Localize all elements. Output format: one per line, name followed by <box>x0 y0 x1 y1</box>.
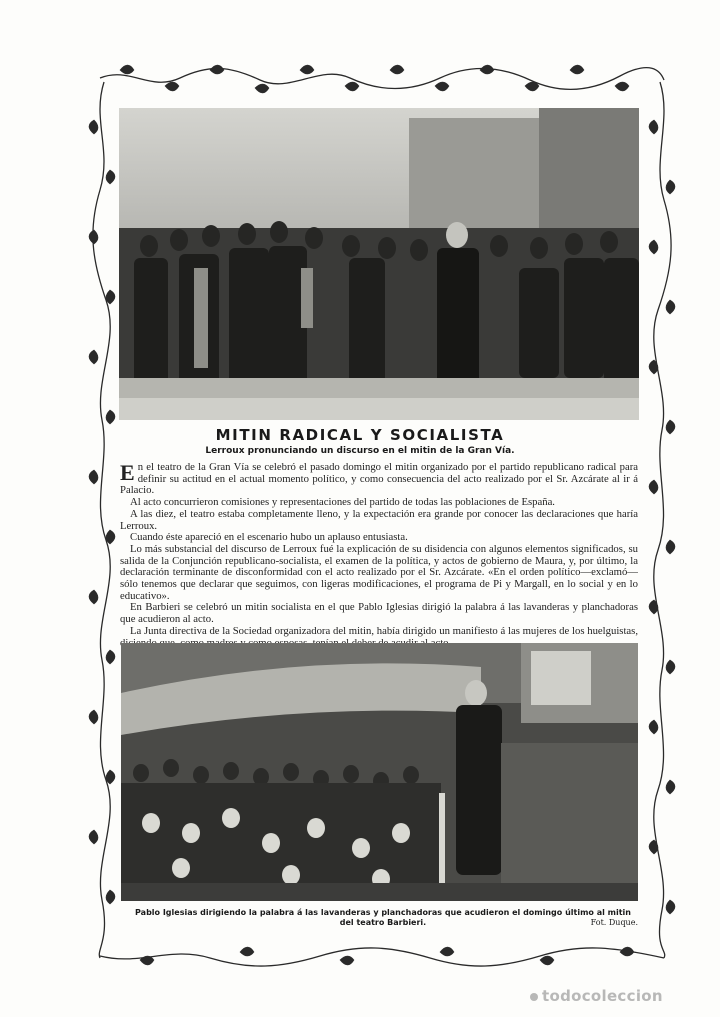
article-body <box>120 462 638 649</box>
lerroux-speech-photo <box>119 108 639 420</box>
watermark-logo-icon <box>530 993 538 1001</box>
photo-credit: Fot. Duque. <box>590 918 638 927</box>
watermark <box>530 987 710 1007</box>
watermark-text: todocoleccion <box>542 987 663 1005</box>
article-title: MITIN RADICAL Y SOCIALISTA <box>215 426 505 444</box>
paragraph-text: n el teatro de la Gran Vía se celebró el pasado domingo el mitin organizado por el partido republicano radical para definir su actitud en el actual momento político, y como consecuencia del acto realizado por el Sr. Azcárate al ir á Palacio. <box>120 461 638 497</box>
article-paragraph <box>120 462 638 497</box>
photo-caption: Pablo Iglesias dirigiendo la palabra á las lavanderas y planchadoras que acudieron el domingo último al mitin del teatro Barbieri. <box>135 908 631 927</box>
article-paragraph: A las diez, el teatro estaba completamente lleno, y la expectación era grande por conocer las declaraciones que haría Lerroux. <box>120 507 638 532</box>
drop-cap: E <box>120 460 135 485</box>
photo-subtitle: Lerroux pronunciando un discurso en el mitin de la Gran Vía. <box>205 446 515 456</box>
article-paragraph: En Barbieri se celebró un mitin socialista en el que Pablo Iglesias dirigió la palabra á las lavanderas y planchadoras que acudieron al acto. <box>120 601 638 626</box>
article-paragraph: Cuando éste apareció en el escenario hubo un aplauso entusiasta. <box>130 531 408 544</box>
article-paragraph: Lo más substancial del discurso de Lerroux fué la explicación de su disidencia con algunos elementos significados, su salida de la Conjunción republicano-socialista, el examen de la política, y actos de gobierno de Maura, y, por último, la declaración terminante de disconformidad con el acto realizado por el Sr. Azcárate. «En el orden político—exclamó—sólo tenemos que declarar que seguimos, con ligeras modificaciones, el programa de Pi y Margall, en lo social y en lo educativo». <box>120 542 638 602</box>
barbieri-meeting-photo <box>121 643 638 901</box>
article-paragraph: Al acto concurrieron comisiones y representaciones del partido de todas las poblaciones de España. <box>130 496 555 509</box>
article-paragraph: La Junta directiva de la Sociedad organizadora del mitin, había dirigido un manifiesto á las mujeres de los huelguistas, <box>130 624 638 637</box>
